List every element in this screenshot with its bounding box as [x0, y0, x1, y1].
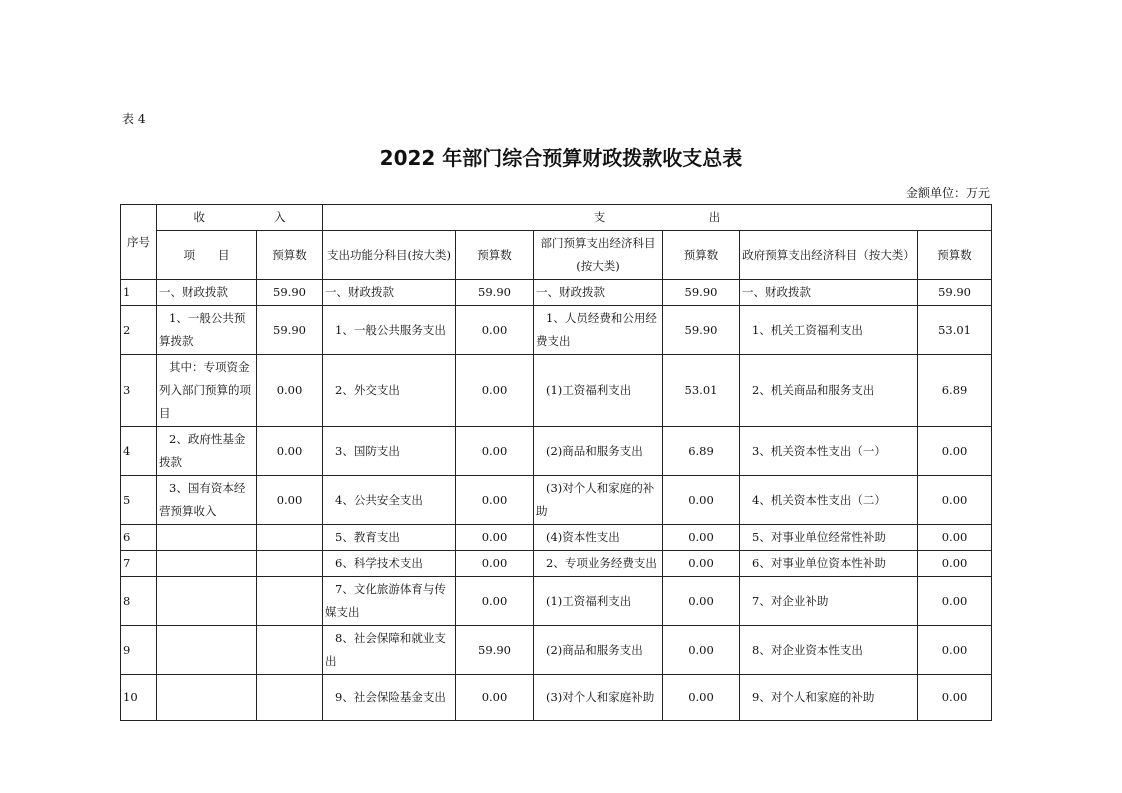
dept-economic-cell: 2、专项业务经费支出	[534, 551, 663, 577]
income-header: 收 入	[157, 205, 323, 231]
function-budget-cell: 0.00	[456, 355, 534, 427]
income-budget-cell: 0.00	[257, 427, 323, 476]
function-budget-cell: 0.00	[456, 577, 534, 626]
gov-economic-cell: 一、财政拨款	[740, 280, 918, 306]
gov-economic-cell: 6、对事业单位资本性补助	[740, 551, 918, 577]
gov-economic-cell: 5、对事业单位经常性补助	[740, 525, 918, 551]
page-title: 2022 年部门综合预算财政拨款收支总表	[379, 146, 743, 170]
income-item-cell	[157, 626, 257, 675]
function-subject-cell: 2、外交支出	[323, 355, 456, 427]
dept-economic-cell: (3)对个人和家庭补助	[534, 675, 663, 721]
dept-economic-cell: (2)商品和服务支出	[534, 626, 663, 675]
dept-economic-cell: (2)商品和服务支出	[534, 427, 663, 476]
gov-budget-cell: 59.90	[918, 280, 992, 306]
table-row	[121, 551, 992, 577]
dept-economic-cell: (3)对个人和家庭的补助	[534, 476, 663, 525]
function-budget-header: 预算数	[456, 231, 534, 280]
seq-cell: 7	[121, 551, 157, 577]
table-row	[121, 355, 992, 427]
function-subject-cell: 7、文化旅游体育与传媒支出	[323, 577, 456, 626]
gov-budget-cell: 0.00	[918, 551, 992, 577]
income-budget-cell	[257, 675, 323, 721]
function-budget-cell: 0.00	[456, 525, 534, 551]
function-subject-cell: 一、财政拨款	[323, 280, 456, 306]
function-subject-cell: 1、一般公共服务支出	[323, 306, 456, 355]
function-subject-cell: 4、公共安全支出	[323, 476, 456, 525]
income-item-cell	[157, 577, 257, 626]
seq-cell: 1	[121, 280, 157, 306]
gov-economic-header: 政府预算支出经济科目（按大类）	[740, 231, 918, 280]
table-row	[121, 675, 992, 721]
function-budget-cell: 59.90	[456, 280, 534, 306]
income-budget-cell	[257, 551, 323, 577]
seq-cell: 6	[121, 525, 157, 551]
dept-budget-cell: 53.01	[663, 355, 740, 427]
item-header: 项 目	[157, 231, 257, 280]
dept-budget-header: 预算数	[663, 231, 740, 280]
dept-economic-cell: 一、财政拨款	[534, 280, 663, 306]
dept-budget-cell: 6.89	[663, 427, 740, 476]
dept-budget-cell: 0.00	[663, 551, 740, 577]
function-budget-cell: 0.00	[456, 675, 534, 721]
function-subject-cell: 9、社会保险基金支出	[323, 675, 456, 721]
function-budget-cell: 0.00	[456, 306, 534, 355]
income-budget-header: 预算数	[257, 231, 323, 280]
dept-budget-cell: 0.00	[663, 675, 740, 721]
income-item-cell: 3、国有资本经营预算收入	[157, 476, 257, 525]
table-row	[121, 306, 992, 355]
table-row	[121, 476, 992, 525]
function-budget-cell: 59.90	[456, 626, 534, 675]
gov-budget-cell: 0.00	[918, 427, 992, 476]
income-item-cell: 其中：专项资金列入部门预算的项目	[157, 355, 257, 427]
gov-budget-cell: 0.00	[918, 476, 992, 525]
seq-cell: 5	[121, 476, 157, 525]
table-row	[121, 577, 992, 626]
seq-cell: 3	[121, 355, 157, 427]
dept-economic-cell: (1)工资福利支出	[534, 577, 663, 626]
dept-budget-cell: 59.90	[663, 280, 740, 306]
gov-economic-cell: 4、机关资本性支出（二）	[740, 476, 918, 525]
expense-header: 支 出	[323, 205, 992, 231]
dept-economic-cell: (1)工资福利支出	[534, 355, 663, 427]
gov-economic-cell: 9、对个人和家庭的补助	[740, 675, 918, 721]
gov-budget-header: 预算数	[918, 231, 992, 280]
seq-cell: 4	[121, 427, 157, 476]
gov-economic-cell: 8、对企业资本性支出	[740, 626, 918, 675]
income-item-cell: 2、政府性基金拨款	[157, 427, 257, 476]
gov-budget-cell: 53.01	[918, 306, 992, 355]
seq-cell: 9	[121, 626, 157, 675]
table-row	[121, 525, 992, 551]
gov-economic-cell: 7、对企业补助	[740, 577, 918, 626]
gov-budget-cell: 6.89	[918, 355, 992, 427]
income-budget-cell: 0.00	[257, 476, 323, 525]
gov-economic-cell: 1、机关工资福利支出	[740, 306, 918, 355]
income-budget-cell: 59.90	[257, 280, 323, 306]
budget-table	[120, 204, 992, 721]
table-number: 表 4	[122, 112, 146, 126]
dept-economic-header: 部门预算支出经济科目(按大类)	[534, 231, 663, 280]
table-row	[121, 626, 992, 675]
income-budget-cell: 0.00	[257, 355, 323, 427]
income-budget-cell	[257, 577, 323, 626]
gov-budget-cell: 0.00	[918, 525, 992, 551]
gov-economic-cell: 2、机关商品和服务支出	[740, 355, 918, 427]
table-row	[121, 280, 992, 306]
income-budget-cell: 59.90	[257, 306, 323, 355]
function-subject-cell: 8、社会保障和就业支出	[323, 626, 456, 675]
seq-header: 序号	[121, 205, 157, 280]
income-budget-cell	[257, 525, 323, 551]
function-subject-header: 支出功能分科目(按大类)	[323, 231, 456, 280]
function-subject-cell: 6、科学技术支出	[323, 551, 456, 577]
seq-cell: 2	[121, 306, 157, 355]
gov-budget-cell: 0.00	[918, 675, 992, 721]
income-item-cell: 1、一般公共预算拨款	[157, 306, 257, 355]
income-item-cell	[157, 675, 257, 721]
amount-unit: 金额单位：万元	[905, 186, 990, 200]
income-item-cell	[157, 525, 257, 551]
dept-budget-cell: 0.00	[663, 525, 740, 551]
seq-cell: 8	[121, 577, 157, 626]
income-budget-cell	[257, 626, 323, 675]
function-subject-cell: 5、教育支出	[323, 525, 456, 551]
dept-budget-cell: 59.90	[663, 306, 740, 355]
dept-budget-cell: 0.00	[663, 577, 740, 626]
gov-budget-cell: 0.00	[918, 577, 992, 626]
function-subject-cell: 3、国防支出	[323, 427, 456, 476]
table-row	[121, 427, 992, 476]
function-budget-cell: 0.00	[456, 551, 534, 577]
dept-budget-cell: 0.00	[663, 626, 740, 675]
dept-economic-cell: (4)资本性支出	[534, 525, 663, 551]
function-budget-cell: 0.00	[456, 427, 534, 476]
gov-budget-cell: 0.00	[918, 626, 992, 675]
function-budget-cell: 0.00	[456, 476, 534, 525]
income-item-cell	[157, 551, 257, 577]
dept-economic-cell: 1、人员经费和公用经费支出	[534, 306, 663, 355]
income-item-cell: 一、财政拨款	[157, 280, 257, 306]
seq-cell: 10	[121, 675, 157, 721]
gov-economic-cell: 3、机关资本性支出（一）	[740, 427, 918, 476]
dept-budget-cell: 0.00	[663, 476, 740, 525]
